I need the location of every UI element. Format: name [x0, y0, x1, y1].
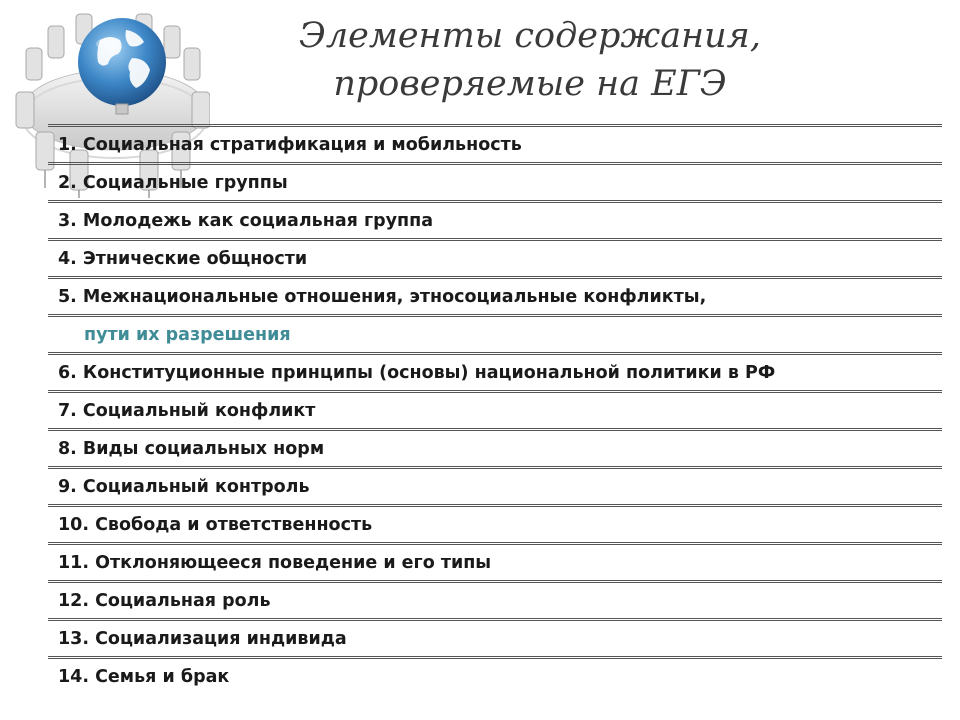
page-title: [250, 12, 810, 108]
list-item: 1. Социальная стратификация и мобильность: [48, 124, 942, 162]
content-list: [48, 124, 942, 694]
list-item-continuation: пути их разрешения: [48, 314, 942, 352]
list-item: 3. Молодежь как социальная группа: [48, 200, 942, 238]
list-item: 4. Этнические общности: [48, 238, 942, 276]
list-item: 10. Свобода и ответственность: [48, 504, 942, 542]
list-item: 8. Виды социальных норм: [48, 428, 942, 466]
list-item: 12. Социальная роль: [48, 580, 942, 618]
list-item: 2. Социальные группы: [48, 162, 942, 200]
list-item: 6. Конституционные принципы (основы) национальной политики в РФ: [48, 352, 942, 390]
list-item: 13. Социализация индивида: [48, 618, 942, 656]
list-item: 14. Семья и брак: [48, 656, 942, 694]
title-line-1: Элементы содержания,: [299, 16, 761, 56]
title-line-2: проверяемые на ЕГЭ: [333, 64, 727, 104]
list-item: 11. Отклоняющееся поведение и его типы: [48, 542, 942, 580]
list-item: 7. Социальный конфликт: [48, 390, 942, 428]
list-item: 5. Межнациональные отношения, этносоциальные конфликты,: [48, 276, 942, 314]
list-item: 9. Социальный контроль: [48, 466, 942, 504]
